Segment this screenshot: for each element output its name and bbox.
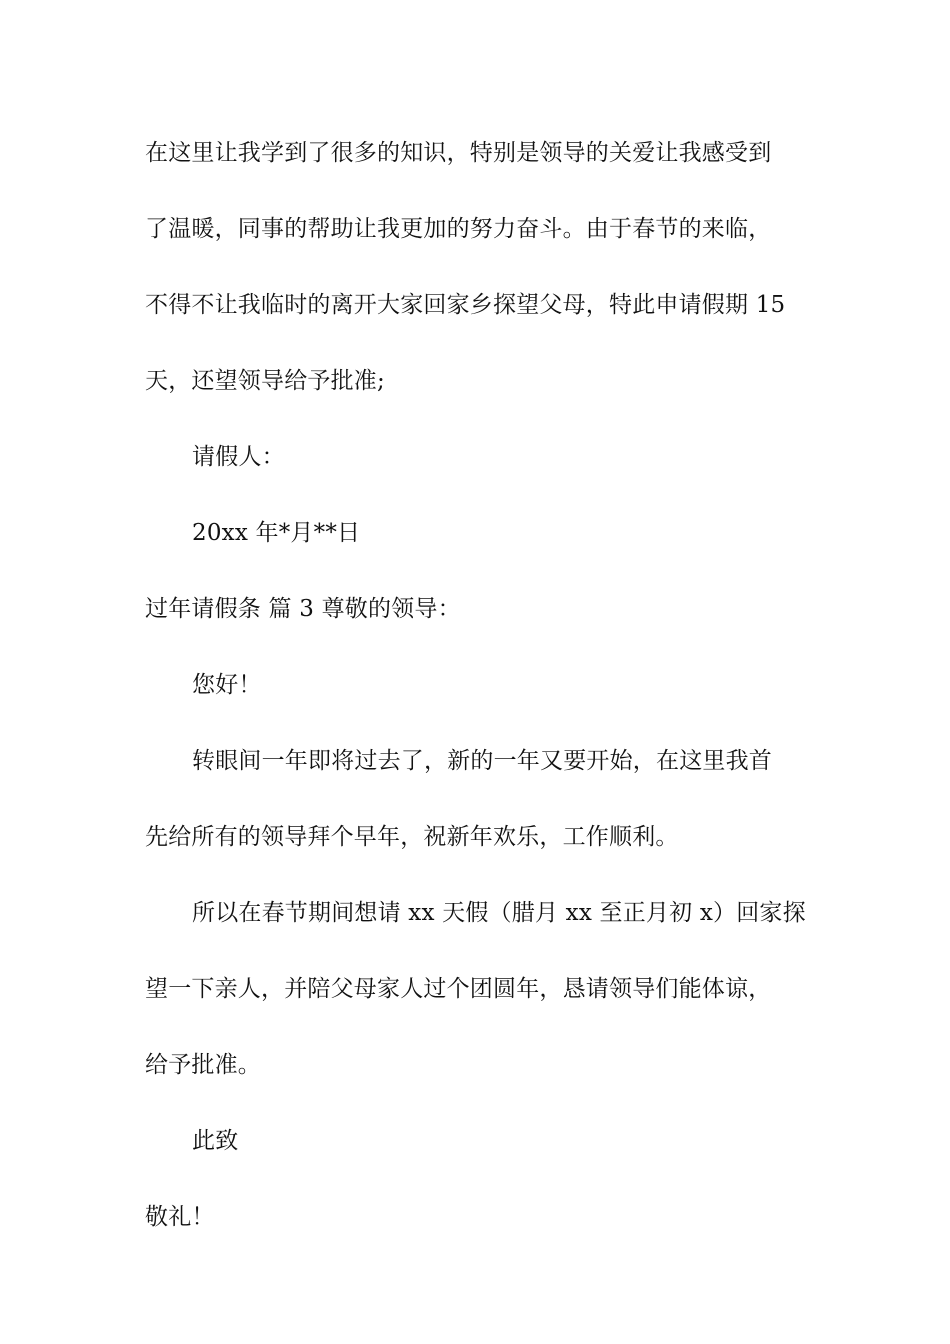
salutation-line: 敬礼！ (145, 1204, 215, 1230)
body-text-line: 所以在春节期间想请 xx 天假（腊月 xx 至正月初 x）回家探 (192, 900, 806, 926)
body-text-line: 给予批准。 (145, 1052, 261, 1078)
body-text-line: 转眼间一年即将过去了，新的一年又要开始，在这里我首 (192, 748, 772, 774)
section-heading: 过年请假条 篇 3 尊敬的领导： (145, 596, 461, 622)
body-text-line: 天，还望领导给予批准; (145, 368, 385, 394)
greeting: 您好！ (192, 672, 262, 698)
body-text-line: 先给所有的领导拜个早年，祝新年欢乐，工作顺利。 (145, 824, 679, 850)
body-text-line: 了温暖，同事的帮助让我更加的努力奋斗。由于春节的来临， (145, 216, 772, 242)
body-text-line: 在这里让我学到了很多的知识，特别是领导的关爱让我感受到 (145, 140, 772, 166)
closing-line: 此致 (192, 1128, 239, 1154)
applicant-label: 请假人： (192, 444, 285, 470)
body-text-line: 不得不让我临时的离开大家回家乡探望父母，特此申请假期 15 (145, 292, 786, 318)
body-text-line: 望一下亲人，并陪父母家人过个团圆年，恳请领导们能体谅， (145, 976, 772, 1002)
date-line: 20xx 年*月**日 (192, 520, 361, 546)
